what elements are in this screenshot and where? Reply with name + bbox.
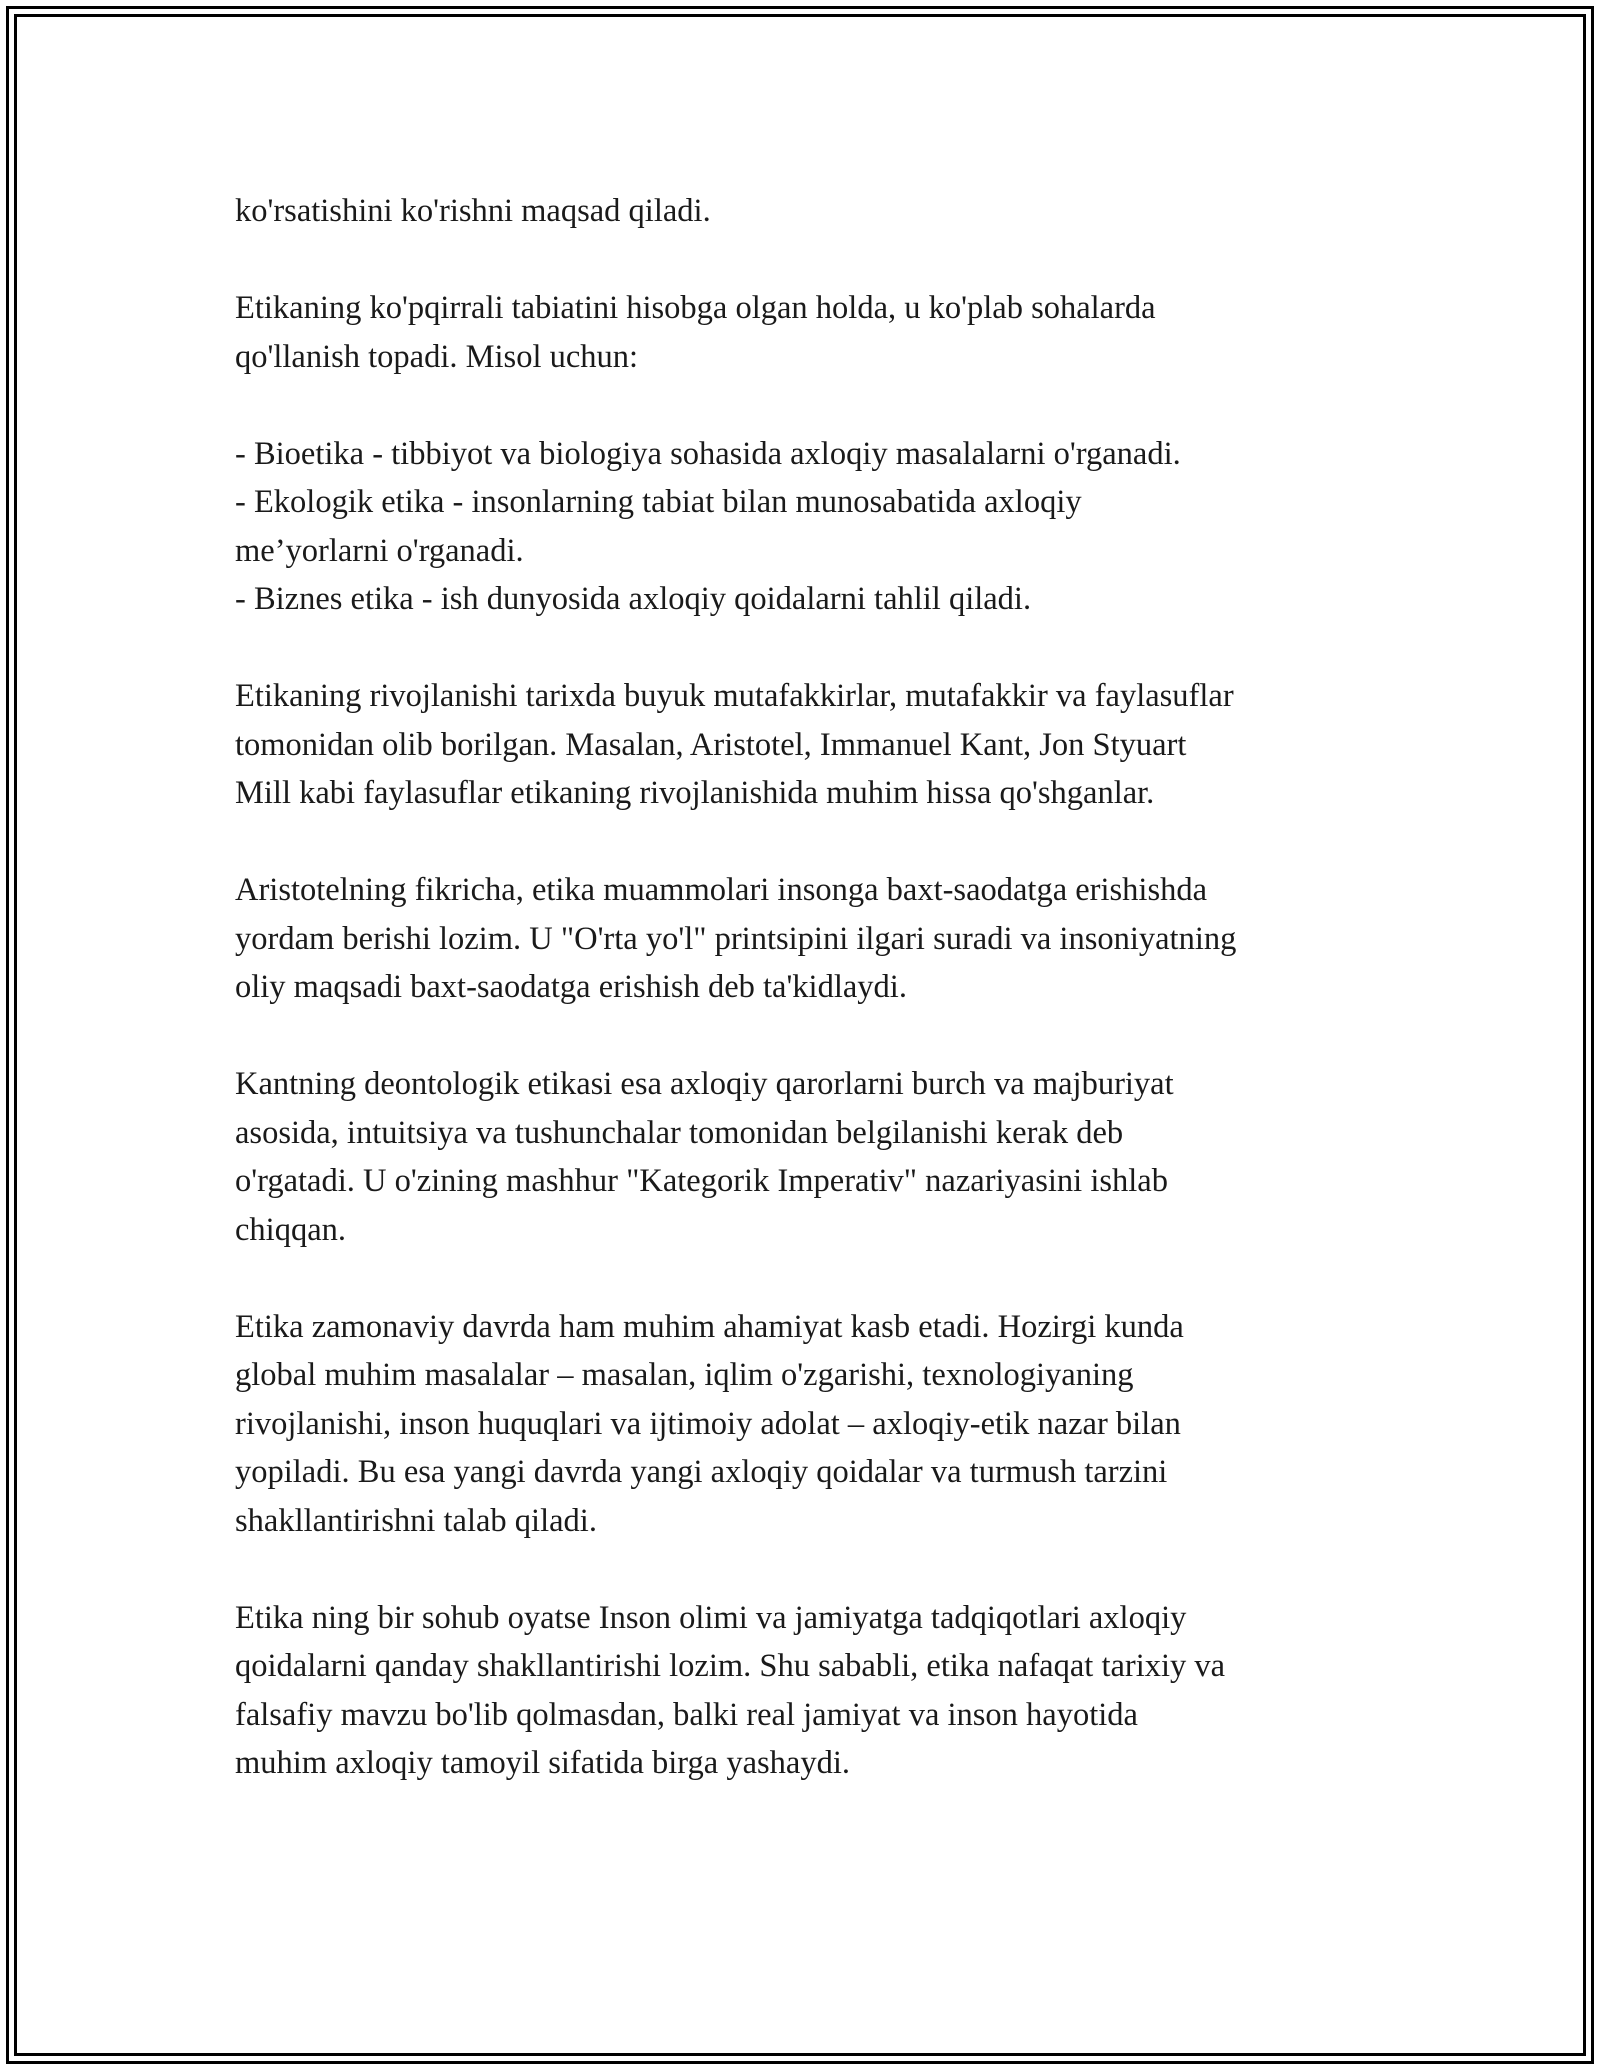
paragraph-kant: Kantning deontologik etikasi esa axloqiy qarorlarni burch va majburiyat asosida, intuitsiya va tushunchalar tomonidan belgilanishi kerak deb o'rgatadi. U o'zining mashhur "Kategorik Imperativ" nazariyasini ishlab chiqqan.: [235, 1066, 1174, 1248]
paragraph-intro-continuation: ko'rsatishini ko'rishni maqsad qiladi.: [235, 193, 711, 229]
paragraph-history: Etikaning rivojlanishi tarixda buyuk mutafakkirlar, mutafakkir va faylasuflar tomonidan olib borilgan. Masalan, Aristotel, Immanuel Kant, Jon Styuart Mill kabi faylasuflar etikaning rivojlanishida muhim hissa qo'shganlar.: [235, 678, 1234, 811]
document-body: [235, 187, 1395, 1788]
paragraph-conclusion: Etika ning bir sohub oyatse Inson olimi va jamiyatga tadqiqotlari axloqiy qoidalarni qanday shakllantirishi lozim. Shu sababli, etika nafaqat tarixiy va falsafiy mavzu bo'lib qolmasdan, balki real jamiyat va inson hayotida muhim axloqiy tamoyil sifatida birga yashaydi.: [235, 1599, 1226, 1781]
paragraph-modern-ethics: Etika zamonaviy davrda ham muhim ahamiyat kasb etadi. Hozirgi kunda global muhim masalalar – masalan, iqlim o'zgarishi, texnologiyaning rivojlanishi, inson huquqlari va ijtimoiy adolat – axloqiy-etik nazar bilan yopiladi. Bu esa yangi davrda yangi axloqiy qoidalar va turmush tarzini shakllantirishni talab qiladi.: [235, 1308, 1184, 1539]
paragraph-applications: Etikaning ko'pqirrali tabiatini hisobga olgan holda, u ko'plab sohalarda qo'llanish topadi. Misol uchun:: [235, 290, 1156, 375]
paragraph-ethics-branches-list: - Bioetika - tibbiyot va biologiya sohasida axloqiy masalalarni o'rganadi. - Ekologik etika - insonlarning tabiat bilan munosabatida axloqiy me’yorlarni o'rganadi. - Biznes etika - ish dunyosida axloqiy qoidalarni tahlil qiladi.: [235, 435, 1181, 617]
paragraph-aristotle: Aristotelning fikricha, etika muammolari insonga baxt-saodatga erishishda yordam berishi lozim. U "O'rta yo'l" printsipini ilgari suradi va insoniyatning oliy maqsadi baxt-saodatga erishish deb ta'kidlaydi.: [235, 872, 1237, 1005]
